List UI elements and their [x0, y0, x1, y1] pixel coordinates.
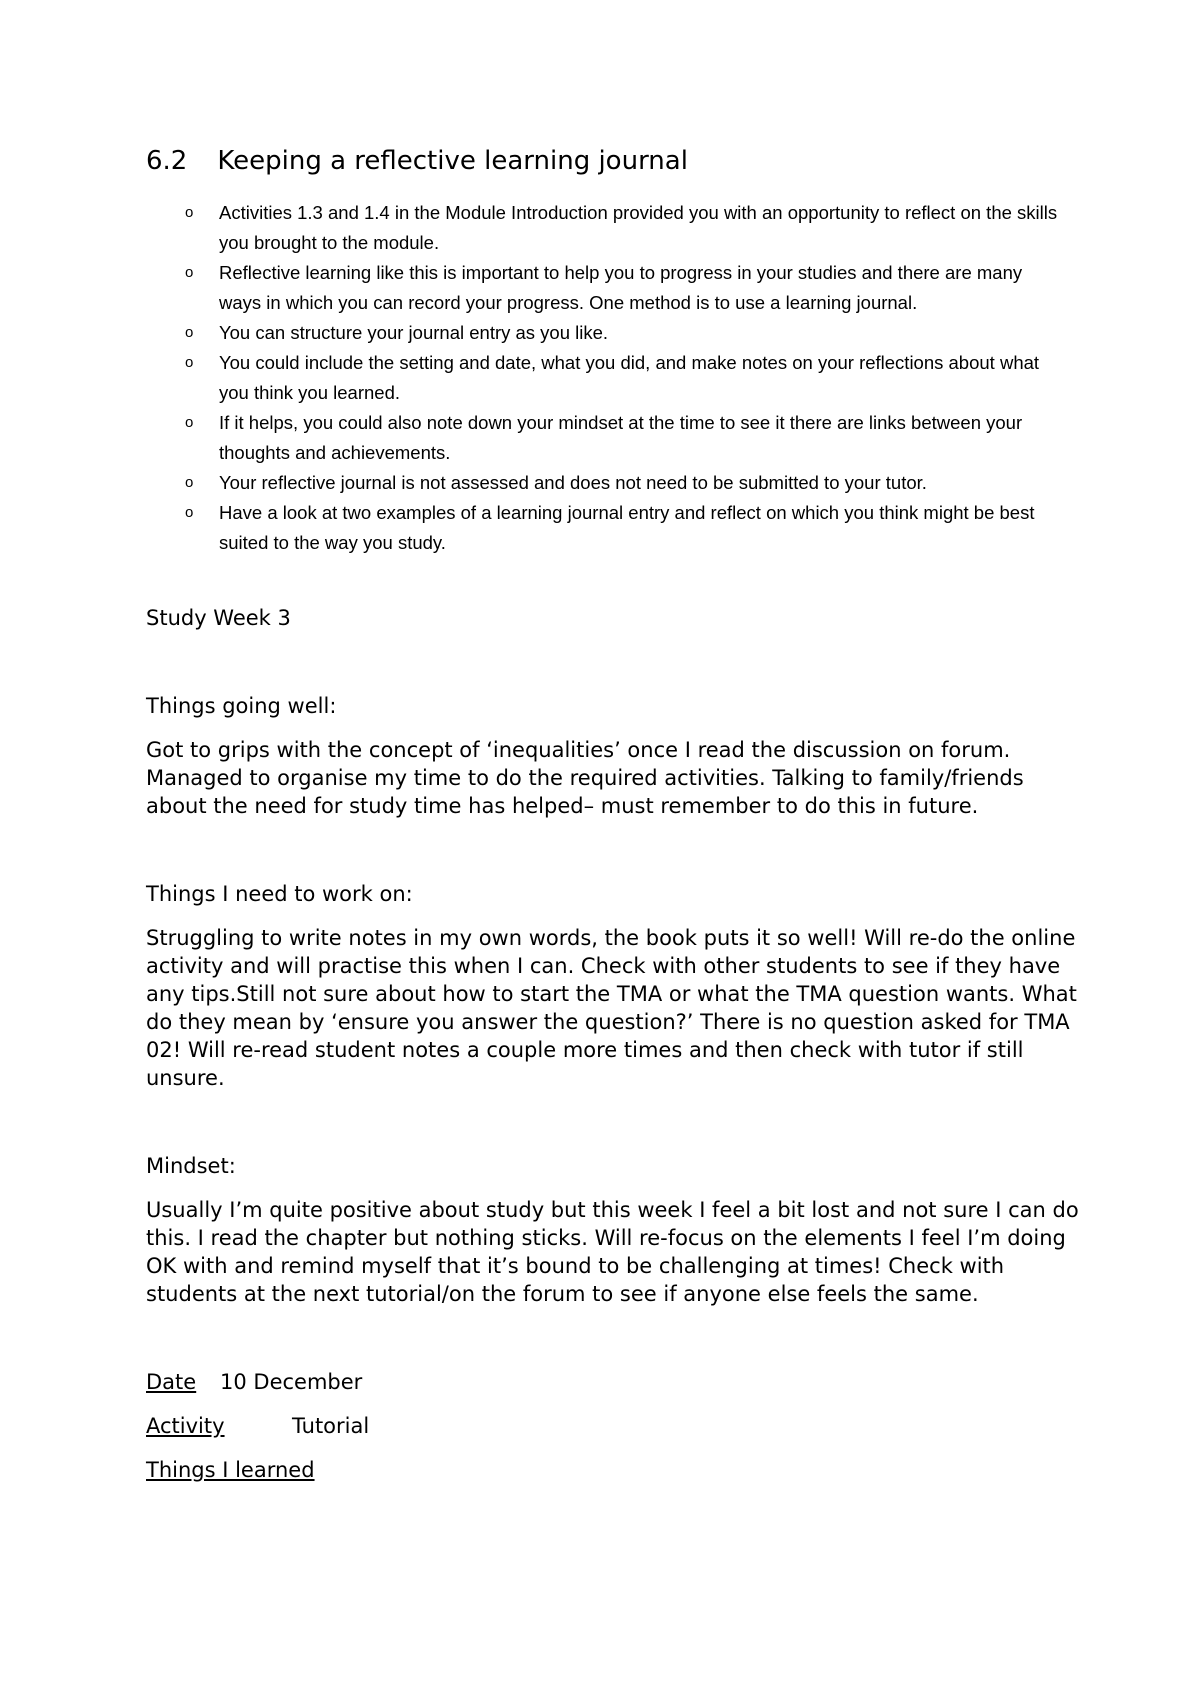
work-on-text: Struggling to write notes in my own words, the book puts it so well! Will re-do the online activity and will practise this when I can. Check with other students to see if they have any tips.Still not sure about how to start the TMA or what the TMA question wants. What do they mean by ‘ensure you answer the question?’ There is no question asked for TMA 02! Will re-read student notes a couple more times and then check with tutor if still unsure. [146, 926, 1077, 1090]
learned-row [146, 1456, 1086, 1484]
list-item-text: You could include the setting and date, what you did, and make notes on your reflections about what you think you learned. [219, 352, 1040, 403]
activity-row [146, 1412, 1086, 1440]
list-item-text: Your reflective journal is not assessed and does not need to be submitted to your tutor. [219, 472, 927, 493]
list-item [146, 258, 1066, 318]
activity-value: Tutorial [292, 1414, 370, 1438]
activity-label: Activity [146, 1414, 225, 1438]
date-value: 10 December [220, 1370, 363, 1394]
list-item [146, 348, 1066, 408]
list-item [146, 318, 1066, 348]
work-on-label: Things I need to work on: [146, 882, 413, 906]
going-well-label: Things going well: [146, 694, 337, 718]
list-item-text: Activities 1.3 and 1.4 in the Module Introduction provided you with an opportunity to reflect on the skills you brought to the module. [219, 202, 1058, 253]
mindset-label: Mindset: [146, 1154, 236, 1178]
list-item-text: If it helps, you could also note down your mindset at the time to see it there are links between your thoughts and achievements. [219, 412, 1023, 463]
list-item [146, 498, 1066, 558]
journal-example [146, 604, 1086, 1500]
things-learned-label: Things I learned [146, 1458, 315, 1482]
list-item [146, 198, 1066, 258]
section-heading [146, 146, 688, 176]
study-week-title: Study Week 3 [146, 606, 291, 630]
bullet-marker: o [185, 504, 194, 521]
bullet-marker: o [185, 264, 194, 281]
bullet-marker: o [185, 414, 194, 431]
mindset-text: Usually I’m quite positive about study but this week I feel a bit lost and not sure I can do this. I read the chapter but nothing sticks. Will re-focus on the elements I feel I’m doing OK with and remind myself that it’s bound to be challenging at times! Check with students at the next tutorial/on the forum to see if anyone else feels the same. [146, 1198, 1079, 1306]
going-well-text: Got to grips with the concept of ‘inequalities’ once I read the discussion on forum. Managed to organise my time to do the required activities. Talking to family/friends about the need for study time has helped– must remember to do this in future. [146, 738, 1024, 818]
bullet-marker: o [185, 204, 194, 221]
list-item-text: You can structure your journal entry as you like. [219, 322, 609, 343]
section-title: Keeping a reflective learning journal [217, 146, 688, 176]
guidance-list [146, 198, 1066, 558]
list-item-text: Reflective learning like this is important to help you to progress in your studies and there are many ways in which you can record your progress. One method is to use a learning journal. [219, 262, 1023, 313]
list-item [146, 468, 1066, 498]
bullet-marker: o [185, 474, 194, 491]
list-item-text: Have a look at two examples of a learning journal entry and reflect on which you think might be best suited to the way you study. [219, 502, 1035, 553]
date-label: Date [146, 1370, 197, 1394]
date-row [146, 1368, 1086, 1396]
bullet-marker: o [185, 354, 194, 371]
bullet-marker: o [185, 324, 194, 341]
section-number: 6.2 [146, 146, 188, 176]
list-item [146, 408, 1066, 468]
